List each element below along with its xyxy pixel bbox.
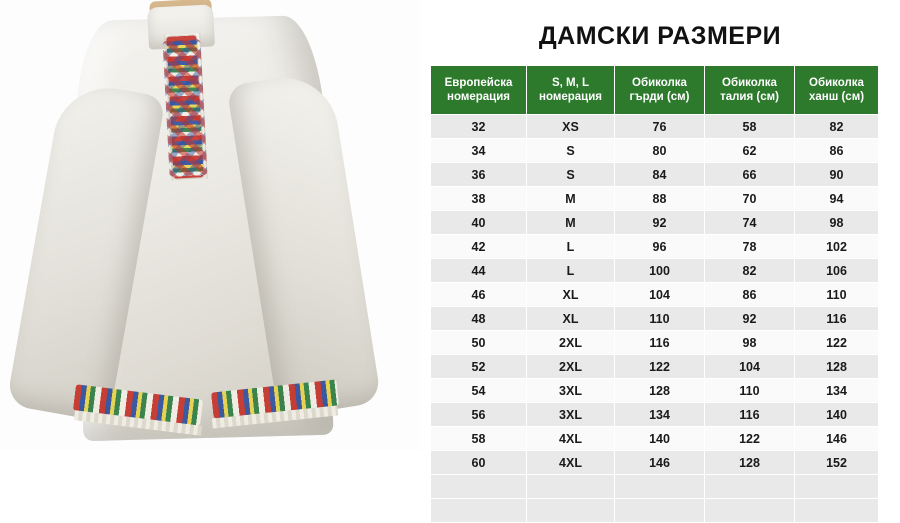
table-cell: 82 [705,259,795,283]
table-cell: 128 [795,355,879,379]
table-row [431,307,879,331]
table-cell: 70 [705,187,795,211]
table-cell: S [527,163,615,187]
table-cell: 4XL [527,427,615,451]
table-cell: 2XL [527,331,615,355]
table-cell: XL [527,307,615,331]
table-cell: 98 [705,331,795,355]
table-cell: 60 [431,451,527,475]
table-cell: 42 [431,235,527,259]
table-cell: S [527,139,615,163]
table-row [431,331,879,355]
table-cell: 92 [705,307,795,331]
table-row [431,211,879,235]
table-filler-row [431,499,879,523]
table-cell: 74 [705,211,795,235]
table-cell: 3XL [527,403,615,427]
table-filler-cell [527,475,615,499]
table-cell: 36 [431,163,527,187]
table-cell: 58 [431,427,527,451]
table-body [431,115,879,523]
table-cell: 3XL [527,379,615,403]
table-cell: 92 [615,211,705,235]
table-row [431,355,879,379]
table-row [431,259,879,283]
size-table [430,65,879,523]
table-cell: 116 [615,331,705,355]
table-cell: 100 [615,259,705,283]
table-cell: 98 [795,211,879,235]
table-cell: 104 [615,283,705,307]
size-table-pane [420,0,900,470]
table-row [431,115,879,139]
table-cell: 140 [615,427,705,451]
table-cell: 116 [795,307,879,331]
table-cell: 146 [615,451,705,475]
table-row [431,235,879,259]
table-cell: 134 [795,379,879,403]
table-cell: L [527,235,615,259]
table-cell: 62 [705,139,795,163]
table-filler-cell [795,499,879,523]
table-cell: 58 [705,115,795,139]
table-row [431,403,879,427]
page-title: ДАМСКИ РАЗМЕРИ [538,22,782,50]
table-cell: 90 [795,163,879,187]
product-photo [0,0,420,450]
table-cell: 78 [705,235,795,259]
table-cell: 122 [705,427,795,451]
table-cell: 134 [615,403,705,427]
table-filler-cell [615,499,705,523]
table-row [431,283,879,307]
table-row [431,451,879,475]
table-filler-cell [615,475,705,499]
column-header-bust: Обиколка гърди (см) [615,66,705,115]
table-cell: 48 [431,307,527,331]
table-cell: 46 [431,283,527,307]
table-filler-cell [705,475,795,499]
table-cell: 40 [431,211,527,235]
table-cell: 56 [431,403,527,427]
table-cell: 96 [615,235,705,259]
table-cell: 44 [431,259,527,283]
table-cell: 146 [795,427,879,451]
table-cell: 52 [431,355,527,379]
table-cell: 66 [705,163,795,187]
column-header-letter: S, M, L номерация [527,66,615,115]
table-cell: 110 [615,307,705,331]
table-filler-cell [431,475,527,499]
table-filler-row [431,475,879,499]
table-cell: 122 [615,355,705,379]
table-filler-cell [795,475,879,499]
table-row [431,427,879,451]
table-cell: XL [527,283,615,307]
column-header-waist: Обиколка талия (см) [705,66,795,115]
table-cell: 152 [795,451,879,475]
table-cell: 2XL [527,355,615,379]
table-cell: 80 [615,139,705,163]
table-cell: 34 [431,139,527,163]
table-row [431,163,879,187]
table-cell: 128 [705,451,795,475]
table-header-row [431,66,879,115]
table-cell: 140 [795,403,879,427]
table-row [431,139,879,163]
table-cell: 106 [795,259,879,283]
column-header-hips: Обиколка ханш (см) [795,66,879,115]
table-filler-cell [705,499,795,523]
table-cell: XS [527,115,615,139]
table-cell: M [527,187,615,211]
table-cell: 94 [795,187,879,211]
table-cell: 76 [615,115,705,139]
embroidery-pattern-icon [162,39,207,177]
table-cell: 116 [705,403,795,427]
table-cell: M [527,211,615,235]
table-cell: 86 [705,283,795,307]
table-cell: 110 [795,283,879,307]
column-header-eu: Европейска номерация [431,66,527,115]
table-cell: 104 [705,355,795,379]
table-cell: 110 [705,379,795,403]
table-cell: 54 [431,379,527,403]
table-cell: 32 [431,115,527,139]
table-cell: 38 [431,187,527,211]
table-cell: 122 [795,331,879,355]
table-filler-cell [527,499,615,523]
table-row [431,187,879,211]
table-row [431,379,879,403]
table-filler-cell [431,499,527,523]
table-cell: L [527,259,615,283]
table-cell: 86 [795,139,879,163]
table-cell: 88 [615,187,705,211]
table-cell: 50 [431,331,527,355]
table-cell: 102 [795,235,879,259]
table-cell: 128 [615,379,705,403]
table-cell: 84 [615,163,705,187]
table-cell: 4XL [527,451,615,475]
table-cell: 82 [795,115,879,139]
table-header [431,66,879,115]
